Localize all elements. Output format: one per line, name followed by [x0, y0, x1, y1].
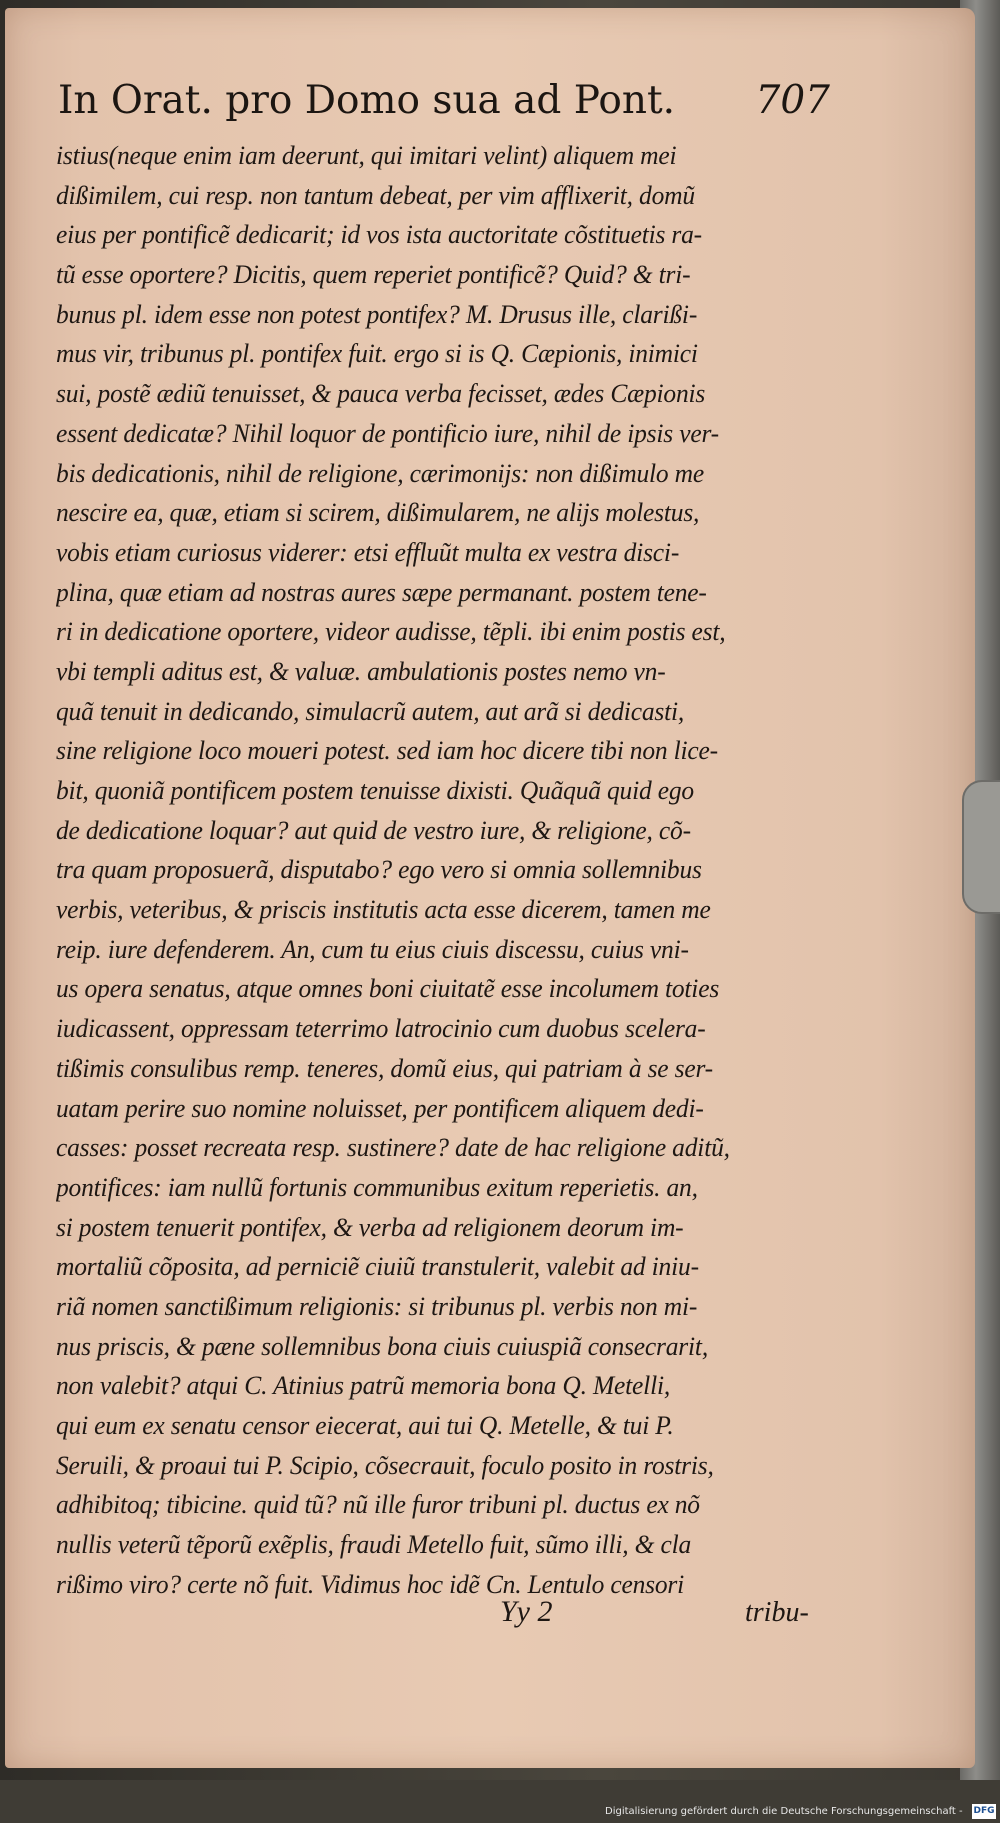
- running-head: In Orat. pro Domo sua ad Pont.: [58, 78, 676, 123]
- text-line: bis dedicationis, nihil de religione, cærimonijs: non dißimulo me: [56, 458, 704, 488]
- text-line: sine religione loco moueri potest. sed iam hoc dicere tibi non lice-: [56, 736, 718, 766]
- text-line: tißimis consulibus remp. teneres, domũ eius, qui patriam à se ser-: [56, 1053, 713, 1083]
- text-line: riã nomen sanctißimum religionis: si tribunus pl. verbis non mi-: [56, 1291, 698, 1321]
- text-line: dißimilem, cui resp. non tantum debeat, per vim afflixerit, domũ: [56, 180, 695, 210]
- text-line: nescire ea, quæ, etiam si scirem, dißimularem, ne alijs molestus,: [56, 498, 700, 528]
- page-number: 707: [755, 78, 830, 123]
- text-line: essent dedicatæ? Nihil loquor de pontificio iure, nihil de ipsis ver-: [56, 418, 719, 448]
- text-line: eius per pontificẽ dedicarit; id vos ista auctoritate cõstituetis ra-: [56, 220, 702, 250]
- text-line: nus priscis, & pæne sollemnibus bona ciuis cuiuspiã consecrarit,: [56, 1331, 708, 1361]
- body-text: [56, 136, 846, 1604]
- text-line: tra quam proposuerã, disputabo? ego vero si omnia sollemnibus: [56, 855, 702, 885]
- catchword: tribu-: [745, 1597, 809, 1628]
- text-line: us opera senatus, atque omnes boni ciuitatẽ esse incolumem toties: [56, 974, 720, 1004]
- text-line: bunus pl. idem esse non potest pontifex? M. Drusus ille, clarißi-: [56, 299, 698, 329]
- text-line: verbis, veteribus, & priscis institutis acta esse dicerem, tamen me: [56, 895, 711, 925]
- text-line: istius(neque enim iam deerunt, qui imitari velint) aliquem mei: [56, 141, 677, 170]
- text-line: casses: posset recreata resp. sustinere? date de hac religione aditũ,: [56, 1133, 730, 1163]
- text-line: sui, postẽ ædiũ tenuisset, & pauca verba fecisset, ædes Cæpionis: [56, 379, 706, 409]
- text-line: adhibitoq; tibicine. quid tũ? nũ ille furor tribuni pl. ductus ex nõ: [56, 1490, 700, 1520]
- text-line: bit, quoniã pontificem postem tenuisse dixisti. Quãquã quid ego: [56, 776, 694, 805]
- text-line: si postem tenuerit pontifex, & verba ad religionem deorum im-: [56, 1212, 684, 1242]
- text-line: non valebit? atqui C. Atinius patrũ memoria bona Q. Metelli,: [56, 1371, 671, 1401]
- text-line: nullis veterũ tẽporũ exẽplis, fraudi Metello fuit, sũmo illi, & cla: [56, 1530, 692, 1560]
- text-line: mus vir, tribunus pl. pontifex fuit. ergo si is Q. Cæpionis, inimici: [56, 339, 698, 369]
- text-line: pontifices: iam nullũ fortunis communibus exitum reperietis. an,: [56, 1172, 698, 1202]
- text-line: tũ esse oportere? Dicitis, quem reperiet pontificẽ? Quid? & tri-: [56, 260, 691, 290]
- signature-mark: Yy 2: [500, 1595, 553, 1628]
- dfg-logo: DFG: [972, 1804, 996, 1819]
- text-line: plina, quæ etiam ad nostras aures sæpe permanant. postem tene-: [56, 577, 707, 607]
- text-line: vobis etiam curiosus viderer: etsi effluũt multa ex vestra disci-: [56, 537, 680, 567]
- text-line: Seruili, & proaui tui P. Scipio, cõsecrauit, foculo posito in rostris,: [56, 1450, 714, 1480]
- page-clip: [962, 780, 1000, 914]
- digitization-credit: Digitalisierung gefördert durch die Deutsche Forschungsgemeinschaft -: [605, 1806, 963, 1817]
- text-line: rißimo viro? certe nõ fuit. Vidimus hoc idẽ Cn. Lentulo censori: [56, 1569, 685, 1599]
- text-line: qui eum ex senatu censor eiecerat, aui tui Q. Metelle, & tui P.: [56, 1411, 674, 1440]
- text-line: vbi templi aditus est, & valuæ. ambulationis postes nemo vn-: [56, 656, 666, 686]
- text-line: mortaliũ cõposita, ad perniciẽ ciuiũ transtulerit, valebit ad iniu-: [56, 1252, 699, 1282]
- text-line: de dedicatione loquar? aut quid de vestro iure, & religione, cõ-: [56, 815, 691, 845]
- text-line: ri in dedicatione oportere, videor audisse, tẽpli. ibi enim postis est,: [56, 617, 726, 647]
- text-line: reip. iure defenderem. An, cum tu eius ciuis discessu, cuius vni-: [56, 934, 689, 964]
- text-line: uatam perire suo nomine noluisset, per pontificem aliquem dedi-: [56, 1093, 704, 1123]
- text-line: iudicassent, oppressam teterrimo latrocinio cum duobus scelera-: [56, 1014, 706, 1044]
- text-line: quã tenuit in dedicando, simulacrũ autem, aut arã si dedicasti,: [56, 696, 685, 726]
